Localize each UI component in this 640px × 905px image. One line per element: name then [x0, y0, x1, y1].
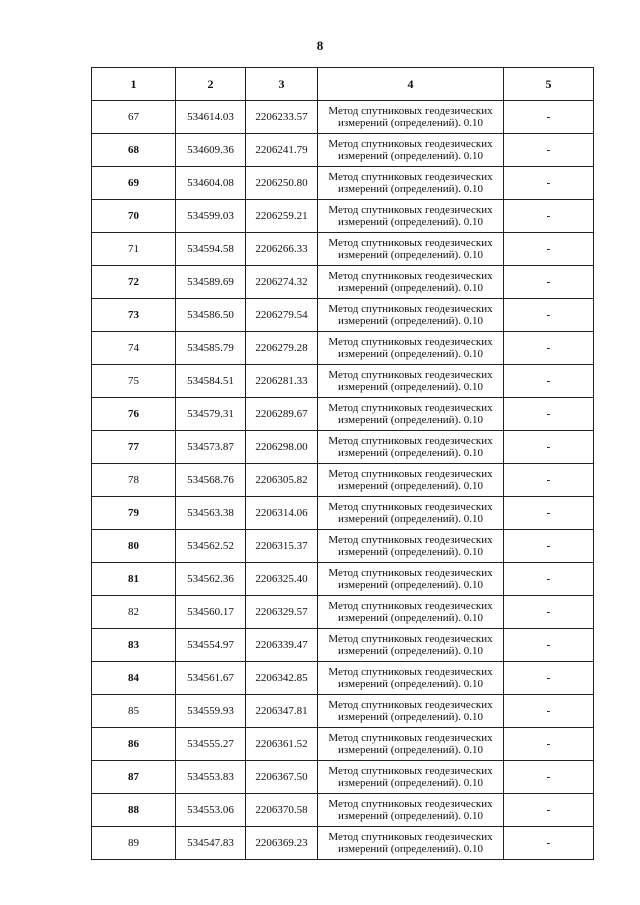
method-line-2: измерений (определений). 0.10: [338, 810, 483, 822]
method-line-1: Метод спутниковых геодезических: [328, 765, 493, 777]
note-cell: -: [504, 365, 594, 398]
y-coordinate-cell: 2206266.33: [246, 233, 318, 266]
method-cell: [318, 563, 504, 596]
method-line-1: Метод спутниковых геодезических: [328, 171, 493, 183]
y-coordinate-cell: 2206241.79: [246, 134, 318, 167]
point-number-cell: 87: [92, 761, 176, 794]
table-row: [92, 530, 594, 563]
point-number-cell: 82: [92, 596, 176, 629]
method-line-2: измерений (определений). 0.10: [338, 282, 483, 294]
table-row: [92, 464, 594, 497]
method-cell: [318, 497, 504, 530]
table-row: [92, 332, 594, 365]
method-line-1: Метод спутниковых геодезических: [328, 138, 493, 150]
x-coordinate-cell: 534573.87: [176, 431, 246, 464]
method-cell: [318, 662, 504, 695]
method-line-2: измерений (определений). 0.10: [338, 777, 483, 789]
note-cell: -: [504, 398, 594, 431]
method-line-2: измерений (определений). 0.10: [338, 216, 483, 228]
x-coordinate-cell: 534604.08: [176, 167, 246, 200]
method-line-1: Метод спутниковых геодезических: [328, 501, 493, 513]
point-number-cell: 73: [92, 299, 176, 332]
x-coordinate-cell: 534561.67: [176, 662, 246, 695]
note-cell: -: [504, 695, 594, 728]
note-cell: -: [504, 134, 594, 167]
note-cell: -: [504, 530, 594, 563]
column-header-1: 1: [92, 68, 176, 101]
method-line-2: измерений (определений). 0.10: [338, 711, 483, 723]
y-coordinate-cell: 2206370.58: [246, 794, 318, 827]
method-line-2: измерений (определений). 0.10: [338, 645, 483, 657]
method-line-1: Метод спутниковых геодезических: [328, 369, 493, 381]
note-cell: -: [504, 827, 594, 860]
note-cell: -: [504, 794, 594, 827]
note-cell: -: [504, 629, 594, 662]
x-coordinate-cell: 534584.51: [176, 365, 246, 398]
method-cell: [318, 266, 504, 299]
x-coordinate-cell: 534562.36: [176, 563, 246, 596]
x-coordinate-cell: 534614.03: [176, 101, 246, 134]
point-number-cell: 71: [92, 233, 176, 266]
method-line-1: Метод спутниковых геодезических: [328, 237, 493, 249]
x-coordinate-cell: 534609.36: [176, 134, 246, 167]
method-cell: [318, 728, 504, 761]
note-cell: -: [504, 266, 594, 299]
note-cell: -: [504, 596, 594, 629]
page-number: 8: [316, 38, 324, 53]
note-cell: -: [504, 464, 594, 497]
table-row: [92, 563, 594, 596]
method-line-2: измерений (определений). 0.10: [338, 381, 483, 393]
method-cell: [318, 794, 504, 827]
table-row: [92, 629, 594, 662]
method-cell: [318, 101, 504, 134]
y-coordinate-cell: 2206279.28: [246, 332, 318, 365]
method-line-1: Метод спутниковых геодезических: [328, 303, 493, 315]
x-coordinate-cell: 534563.38: [176, 497, 246, 530]
note-cell: -: [504, 332, 594, 365]
method-line-2: измерений (определений). 0.10: [338, 183, 483, 195]
x-coordinate-cell: 534599.03: [176, 200, 246, 233]
method-line-2: измерений (определений). 0.10: [338, 612, 483, 624]
point-number-cell: 84: [92, 662, 176, 695]
method-cell: [318, 167, 504, 200]
y-coordinate-cell: 2206314.06: [246, 497, 318, 530]
table-row: [92, 695, 594, 728]
point-number-cell: 89: [92, 827, 176, 860]
method-cell: [318, 596, 504, 629]
y-coordinate-cell: 2206298.00: [246, 431, 318, 464]
x-coordinate-cell: 534553.83: [176, 761, 246, 794]
table-row: [92, 497, 594, 530]
table-row: [92, 299, 594, 332]
y-coordinate-cell: 2206342.85: [246, 662, 318, 695]
point-number-cell: 79: [92, 497, 176, 530]
method-line-2: измерений (определений). 0.10: [338, 579, 483, 591]
note-cell: -: [504, 728, 594, 761]
method-line-1: Метод спутниковых геодезических: [328, 831, 493, 843]
method-line-2: измерений (определений). 0.10: [338, 348, 483, 360]
table-row: [92, 398, 594, 431]
y-coordinate-cell: 2206367.50: [246, 761, 318, 794]
y-coordinate-cell: 2206305.82: [246, 464, 318, 497]
note-cell: -: [504, 233, 594, 266]
table-row: [92, 827, 594, 860]
x-coordinate-cell: 534559.93: [176, 695, 246, 728]
point-number-cell: 76: [92, 398, 176, 431]
method-line-2: измерений (определений). 0.10: [338, 447, 483, 459]
table-row: [92, 761, 594, 794]
y-coordinate-cell: 2206250.80: [246, 167, 318, 200]
method-cell: [318, 233, 504, 266]
note-cell: -: [504, 299, 594, 332]
method-cell: [318, 332, 504, 365]
y-coordinate-cell: 2206347.81: [246, 695, 318, 728]
method-line-1: Метод спутниковых геодезических: [328, 567, 493, 579]
method-cell: [318, 827, 504, 860]
point-number-cell: 81: [92, 563, 176, 596]
column-header-4: 4: [318, 68, 504, 101]
y-coordinate-cell: 2206329.57: [246, 596, 318, 629]
method-line-2: измерений (определений). 0.10: [338, 678, 483, 690]
point-number-cell: 85: [92, 695, 176, 728]
x-coordinate-cell: 534560.17: [176, 596, 246, 629]
note-cell: -: [504, 563, 594, 596]
y-coordinate-cell: 2206281.33: [246, 365, 318, 398]
note-cell: -: [504, 431, 594, 464]
method-line-2: измерений (определений). 0.10: [338, 480, 483, 492]
x-coordinate-cell: 534594.58: [176, 233, 246, 266]
table-row: [92, 233, 594, 266]
point-number-cell: 80: [92, 530, 176, 563]
x-coordinate-cell: 534554.97: [176, 629, 246, 662]
method-line-1: Метод спутниковых геодезических: [328, 270, 493, 282]
method-line-2: измерений (определений). 0.10: [338, 150, 483, 162]
y-coordinate-cell: 2206315.37: [246, 530, 318, 563]
method-line-2: измерений (определений). 0.10: [338, 249, 483, 261]
method-line-1: Метод спутниковых геодезических: [328, 402, 493, 414]
x-coordinate-cell: 534579.31: [176, 398, 246, 431]
x-coordinate-cell: 534586.50: [176, 299, 246, 332]
note-cell: -: [504, 101, 594, 134]
method-cell: [318, 464, 504, 497]
note-cell: -: [504, 497, 594, 530]
method-cell: [318, 299, 504, 332]
column-header-5: 5: [504, 68, 594, 101]
method-cell: [318, 761, 504, 794]
point-number-cell: 68: [92, 134, 176, 167]
method-line-2: измерений (определений). 0.10: [338, 414, 483, 426]
table-row: [92, 200, 594, 233]
note-cell: -: [504, 200, 594, 233]
point-number-cell: 75: [92, 365, 176, 398]
x-coordinate-cell: 534585.79: [176, 332, 246, 365]
coordinates-table: [91, 67, 594, 860]
method-cell: [318, 365, 504, 398]
method-cell: [318, 134, 504, 167]
column-header-3: 3: [246, 68, 318, 101]
method-line-1: Метод спутниковых геодезических: [328, 336, 493, 348]
method-line-1: Метод спутниковых геодезических: [328, 600, 493, 612]
note-cell: -: [504, 662, 594, 695]
table-row: [92, 365, 594, 398]
y-coordinate-cell: 2206279.54: [246, 299, 318, 332]
point-number-cell: 70: [92, 200, 176, 233]
table-row: [92, 266, 594, 299]
method-cell: [318, 431, 504, 464]
point-number-cell: 88: [92, 794, 176, 827]
note-cell: -: [504, 761, 594, 794]
table-row: [92, 794, 594, 827]
y-coordinate-cell: 2206274.32: [246, 266, 318, 299]
table-row: [92, 728, 594, 761]
table-header-row: [92, 68, 594, 101]
table-row: [92, 134, 594, 167]
x-coordinate-cell: 534568.76: [176, 464, 246, 497]
table-row: [92, 662, 594, 695]
point-number-cell: 83: [92, 629, 176, 662]
method-line-1: Метод спутниковых геодезических: [328, 534, 493, 546]
method-cell: [318, 398, 504, 431]
x-coordinate-cell: 534553.06: [176, 794, 246, 827]
table-row: [92, 431, 594, 464]
table-body: [92, 101, 594, 860]
method-line-1: Метод спутниковых геодезических: [328, 435, 493, 447]
x-coordinate-cell: 534555.27: [176, 728, 246, 761]
y-coordinate-cell: 2206361.52: [246, 728, 318, 761]
y-coordinate-cell: 2206233.57: [246, 101, 318, 134]
y-coordinate-cell: 2206339.47: [246, 629, 318, 662]
x-coordinate-cell: 534562.52: [176, 530, 246, 563]
method-line-1: Метод спутниковых геодезических: [328, 699, 493, 711]
point-number-cell: 69: [92, 167, 176, 200]
method-line-2: измерений (определений). 0.10: [338, 513, 483, 525]
method-line-1: Метод спутниковых геодезических: [328, 732, 493, 744]
point-number-cell: 86: [92, 728, 176, 761]
method-line-1: Метод спутниковых геодезических: [328, 798, 493, 810]
method-line-2: измерений (определений). 0.10: [338, 117, 483, 129]
method-line-2: измерений (определений). 0.10: [338, 546, 483, 558]
point-number-cell: 67: [92, 101, 176, 134]
x-coordinate-cell: 534547.83: [176, 827, 246, 860]
method-line-1: Метод спутниковых геодезических: [328, 468, 493, 480]
method-line-2: измерений (определений). 0.10: [338, 744, 483, 756]
method-line-1: Метод спутниковых геодезических: [328, 633, 493, 645]
method-line-1: Метод спутниковых геодезических: [328, 105, 493, 117]
method-cell: [318, 530, 504, 563]
y-coordinate-cell: 2206259.21: [246, 200, 318, 233]
x-coordinate-cell: 534589.69: [176, 266, 246, 299]
y-coordinate-cell: 2206289.67: [246, 398, 318, 431]
method-cell: [318, 629, 504, 662]
y-coordinate-cell: 2206325.40: [246, 563, 318, 596]
table-row: [92, 101, 594, 134]
table-row: [92, 596, 594, 629]
point-number-cell: 78: [92, 464, 176, 497]
method-cell: [318, 200, 504, 233]
point-number-cell: 74: [92, 332, 176, 365]
note-cell: -: [504, 167, 594, 200]
table-row: [92, 167, 594, 200]
method-line-2: измерений (определений). 0.10: [338, 315, 483, 327]
column-header-2: 2: [176, 68, 246, 101]
method-line-1: Метод спутниковых геодезических: [328, 204, 493, 216]
point-number-cell: 72: [92, 266, 176, 299]
method-line-2: измерений (определений). 0.10: [338, 843, 483, 855]
point-number-cell: 77: [92, 431, 176, 464]
method-cell: [318, 695, 504, 728]
y-coordinate-cell: 2206369.23: [246, 827, 318, 860]
method-line-1: Метод спутниковых геодезических: [328, 666, 493, 678]
